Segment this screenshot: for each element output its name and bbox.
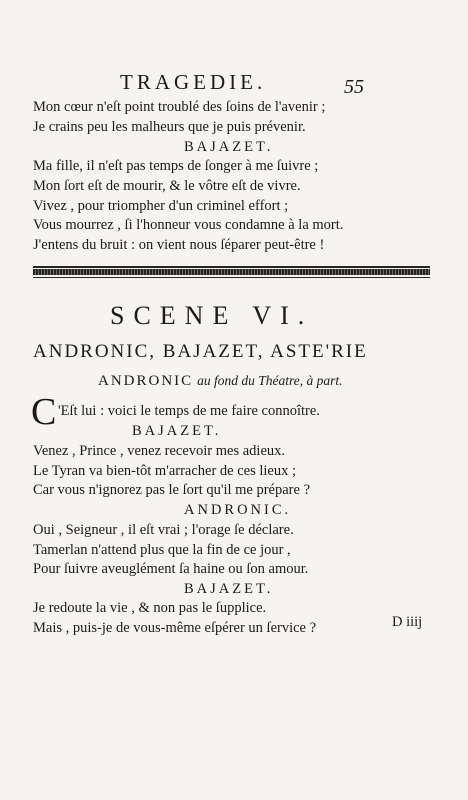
verse-line: Je crains peu les malheurs que je puis prévenir. (33, 119, 306, 135)
verse-line: Je redoute la vie , & non pas le ſupplice. (33, 600, 267, 616)
drop-cap: C (31, 391, 57, 433)
speaker-name: BAJAZET. (184, 139, 274, 155)
stage-direction-line (98, 372, 343, 390)
verse-line: Vous mourrez , ſi l'honneur vous condamne à la mort. (33, 217, 344, 233)
verse-line: J'entens du bruit : on vient nous ſéparer peut-être ! (33, 237, 325, 253)
verse-line: Vivez , pour triompher d'un criminel effort ; (33, 198, 289, 214)
verse-line: Tamerlan n'attend plus que la fin de ce jour , (33, 542, 291, 558)
scene-title: SCENE VI. (110, 301, 314, 330)
speaker-name: BAJAZET. (132, 423, 222, 439)
page-number: 55 (344, 76, 364, 98)
speaker-name: BAJAZET. (184, 581, 274, 597)
verse-line: Le Tyran va bien-tôt m'arracher de ces lieux ; (33, 463, 297, 479)
catchword: D iiij (392, 614, 423, 630)
ornamental-rule (33, 266, 430, 278)
verse-line: Venez , Prince , venez recevoir mes adieux. (33, 443, 286, 459)
verse-line: Car vous n'ignorez pas le ſort qu'il me prépare ? (33, 482, 311, 498)
verse-line: Mais , puis-je de vous-même eſpérer un ſervice ? (33, 620, 317, 636)
verse-line: 'Eſt lui : voici le temps de me faire connoître. (58, 403, 320, 419)
verse-line: Ma fille, il n'eſt pas temps de ſonger à me ſuivre ; (33, 158, 319, 174)
scene-cast: ANDRONIC, BAJAZET, ASTE'RIE (33, 341, 368, 362)
running-head: TRAGEDIE. (120, 70, 267, 94)
verse-line: Mon ſort eſt de mourir, & le vôtre eſt de vivre. (33, 178, 301, 194)
stage-speaker: ANDRONIC (98, 373, 194, 389)
stage-direction: au fond du Théatre, à part. (197, 373, 343, 388)
speaker-name: ANDRONIC. (184, 502, 292, 518)
verse-line: Pour ſuivre aveuglément ſa haine ou ſon amour. (33, 561, 309, 577)
verse-line: Oui , Seigneur , il eſt vrai ; l'orage ſe déclare. (33, 522, 294, 538)
verse-line: Mon cœur n'eſt point troublé des ſoins de l'avenir ; (33, 99, 326, 115)
